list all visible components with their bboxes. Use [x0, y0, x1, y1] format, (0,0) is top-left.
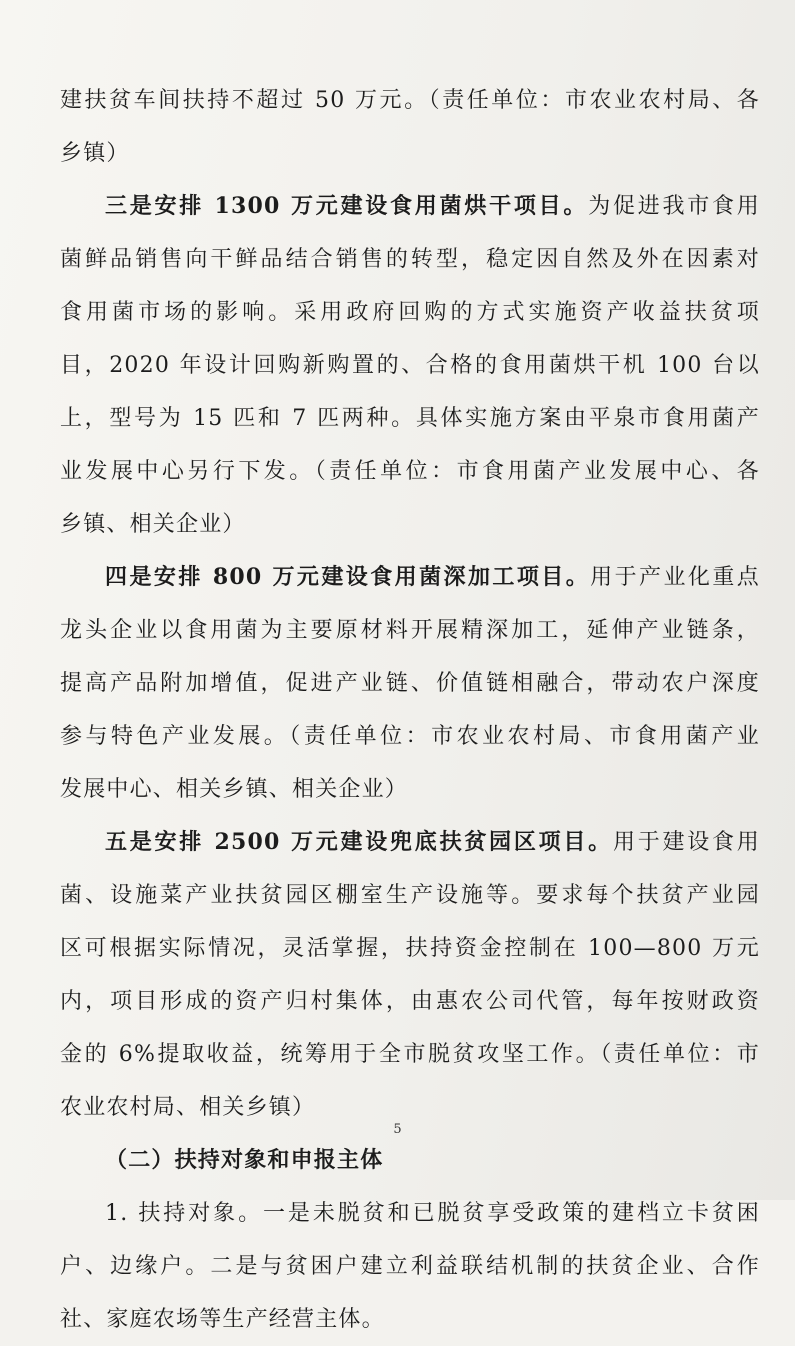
text-line: 菌鲜品销售向干鲜品结合销售的转型，稳定因自然及外在因素对 — [60, 247, 760, 272]
paragraph-first-line — [60, 180, 760, 233]
text-line: 目，2020 年设计回购新购置的、合格的食用菌烘干机 100 台以 — [60, 353, 760, 378]
paragraph-lead: 四是安排 800 万元建设食用菌深加工项目。 — [105, 564, 591, 590]
text-line: 内，项目形成的资产归村集体，由惠农公司代管，每年按财政资 — [60, 989, 760, 1014]
text-line: 建扶贫车间扶持不超过 50 万元。（责任单位：市农业农村局、各 — [60, 88, 760, 113]
text-span: 为促进我市食用 — [588, 194, 760, 219]
text-line: 业发展中心另行下发。（责任单位：市食用菌产业发展中心、各 — [60, 459, 760, 484]
text-line: 发展中心、相关乡镇、相关企业） — [60, 777, 409, 802]
document-body — [60, 74, 760, 1346]
paragraph-lead: 三是安排 1300 万元建设食用菌烘干项目。 — [105, 193, 589, 219]
text-span: 用于建设食用 — [612, 830, 760, 855]
paragraph-first-line: 1. 扶持对象。一是未脱贫和已脱贫享受政策的建档立卡贫困 — [105, 1201, 760, 1226]
paragraph-lead: 五是安排 2500 万元建设兜底扶贫园区项目。 — [105, 829, 613, 855]
text-line: 食用菌市场的影响。采用政府回购的方式实施资产收益扶贫项 — [60, 300, 760, 325]
text-line: 提高产品附加增值，促进产业链、价值链相融合，带动农户深度 — [60, 671, 760, 696]
page-number: 5 — [393, 1122, 402, 1137]
text-line: 户、边缘户。二是与贫困户建立利益联结机制的扶贫企业、合作 — [60, 1254, 760, 1279]
text-line: 乡镇） — [60, 141, 130, 166]
text-line: 上，型号为 15 匹和 7 匹两种。具体实施方案由平泉市食用菌产 — [60, 406, 760, 431]
paragraph-first-line — [60, 551, 760, 604]
text-span: 用于产业化重点 — [590, 565, 760, 590]
text-line: 金的 6%提取收益，统筹用于全市脱贫攻坚工作。（责任单位：市 — [60, 1042, 760, 1067]
section-heading: （二）扶持对象和申报主体 — [105, 1147, 384, 1173]
text-line: 社、家庭农场等生产经营主体。 — [60, 1307, 385, 1332]
text-line: 农业农村局、相关乡镇） — [60, 1095, 316, 1120]
text-line: 龙头企业以食用菌为主要原材料开展精深加工，延伸产业链条， — [60, 618, 760, 643]
text-line: 区可根据实际情况，灵活掌握，扶持资金控制在 100—800 万元 — [60, 936, 760, 961]
paragraph-first-line — [60, 816, 760, 869]
text-line: 乡镇、相关企业） — [60, 512, 246, 537]
text-line: 菌、设施菜产业扶贫园区棚室生产设施等。要求每个扶贫产业园 — [60, 883, 760, 908]
text-line: 参与特色产业发展。（责任单位：市农业农村局、市食用菌产业 — [60, 724, 760, 749]
